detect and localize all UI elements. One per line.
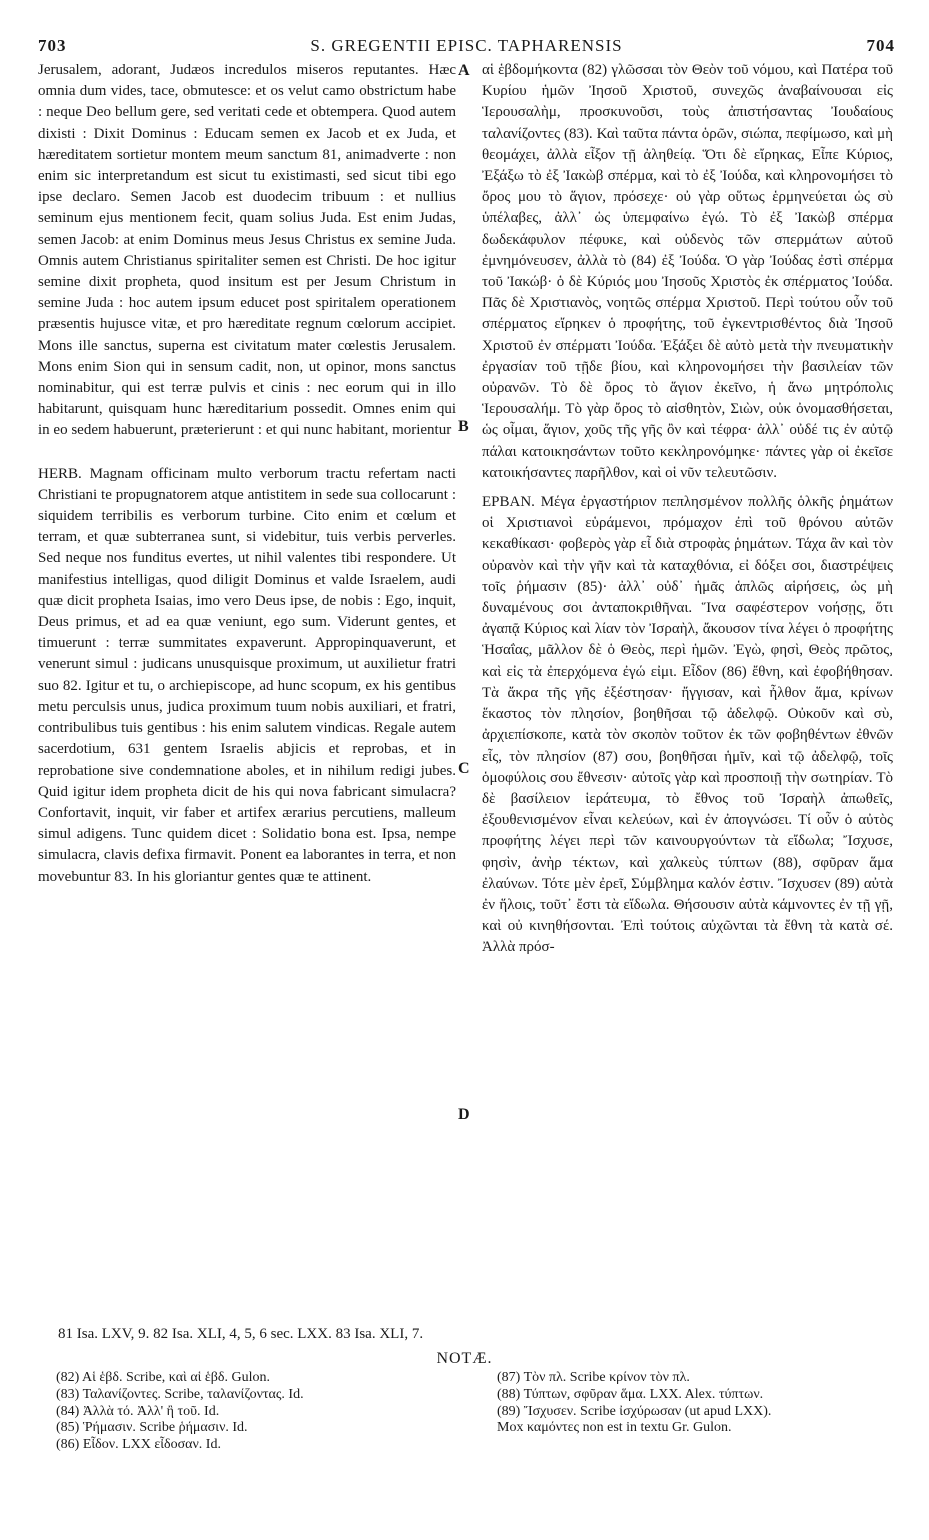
latin-column bbox=[38, 60, 456, 888]
margin-mark-d: D bbox=[458, 1106, 470, 1123]
greek-column bbox=[482, 60, 893, 959]
latin-paragraph-2: HERB. Magnam officinam multo verborum tractu refertam nacti Christiani te propugnatorem atque antistitem in sede sua collocarunt : siquidem terribilis es verborum turbine. Cito enim et cœlum et terram, et quæ subterranea sunt, si videbitur, tuis verbis perverles. Sed neque nos funditus evertes, ut nihil valentes tibi respondere. Ut manifestius intelligas, quod diligit Dominus et valde Israelem, audi quæ dicit propheta Isaias, imo vero Deus ipse, de nobis : Ego, inquit, Deus primus, et ad ea quæ veniunt, ego sum. Viderunt gentes, et timuerunt : terræ summitates expaverunt. Appropinquaverunt, et venerunt simul : judicans unusquisque proximum, ut auxilietur fratri suo 82. Igitur et tu, o archiepiscope, ad hunc scopum, ex his gentibus metu perculsis unus, judica proximum tuum nobis auxiliari, et fratri, contribulibus tuis gentibus : his enim salutem vindicas. Regale autem sacerdotium, 631 gentem Israelis abjicis et reprobas, et in reprobatione sive condemnatione aboles, et in nihilum redigi jubes. Quid igitur idem propheta dicit de his qui nova fabricant simulacra? Confortavit, inquit, vir faber et artifex ærarius percutiens, malleum simul adigens. Tunc quidem dicet : Solidatio bona est. Ipsa, nempe simulacra, clavis defixa firmavit. Ponent ea laborantes in terra, et non movebuntur 83. In his gloriantur gentes quæ te attinent. bbox=[38, 465, 456, 885]
note-84: (84) Ἀλλὰ τό. Ἀλλ' ἢ τοῦ. Id. bbox=[56, 1403, 220, 1419]
scripture-references: 81 Isa. LXV, 9. 82 Isa. XLI, 4, 5, 6 sec. LXX. 83 Isa. XLI, 7. bbox=[58, 1326, 424, 1342]
notes-right-column bbox=[497, 1370, 897, 1437]
note-89: (89) Ἴσχυσεν. Scribe ἰσχύρωσαν (ut apud LXX). bbox=[497, 1403, 772, 1419]
margin-mark-c: C bbox=[458, 760, 470, 777]
note-82: (82) Αἱ ἑβδ. Scribe, καὶ αἱ ἑβδ. Gulon. bbox=[56, 1370, 271, 1385]
note-86: (86) Εἶδον. LXX εἶδοσαν. Id. bbox=[56, 1437, 221, 1453]
latin-paragraph-1: Jerusalem, adorant, Judæos incredulos miseros reputantes. Hæc omnia dum vides, tace, obmutesce: et os velut camo obstrictum habe : neque Deo bellum gere, sed veritati cede et obtempera. Quod autem dixisti : Dixit Dominus : Educam semen ex Jacob et ex Juda, et hæreditatem sortietur montem meum sanctum 81, animadverte : non enim sic interpretandum est sicut tu existimasti, sed sicut tibi ego ipse declaro. Semen Jacob est duodecim tribuum : et nullius seminum ejus mentionem fecit, quam solius Juda. Est enim Judas, semen Jacob: at enim Dominus meus Jesus Christus ex semine Juda. Omnis autem Christianus spiritaliter semen est Christi. De hoc igitur semine dixit propheta, quod insitum est per Jesum Christum in semine Juda : hoc autem ipsum educet post spiritalem operationem præsentis hujusce vitæ, et pro hæreditate regnum cœlorum accipiet. Mons ille sanctus, superna est civitatum mater cœlestis Jerusalem. Mons enim Sion qui in sensum cadit, non, ut opinor, mons sanctus nominabitur, qui est terræ pulvis et cinis : nec eorum qui in illo habitarunt, quisquam hunc hæreditarium possedit. Omnes enim qui in eo sedem habuerunt, præterierunt : et qui nunc habitant, morientur bbox=[38, 62, 456, 439]
note-continuation: Mox καμόντες non est in textu Gr. Gulon. bbox=[497, 1420, 732, 1436]
note-88: (88) Τύπτων, σφῦραν ἅμα. LXX. Alex. τύπτων. bbox=[497, 1386, 764, 1402]
notes-left-column bbox=[56, 1370, 486, 1454]
note-87: (87) Τὸν πλ. Scribe κρίνον τὸν πλ. bbox=[497, 1370, 690, 1385]
running-title: S. GREGENTII EPISC. TAPHARENSIS bbox=[310, 36, 623, 55]
greek-paragraph-2: ΕΡΒΑΝ. Μέγα ἐργαστήριον πεπλησμένον πολλῆς ὁλκῆς ῥημάτων οἱ Χριστιανοὶ εὑράμενοι, πρόμαχον ἐπὶ τοῦ θρόνου αὐτῶν κεκαθίκασι· φοβερὸς γὰρ εἶ διὰ στροφὰς ῥημάτων. Τάχα ἂν καὶ τὸν οὐρανὸν καὶ τὴν γῆν καὶ τὰ καταχθόνια, εἰ δόξει σοι, διαστρέψεις τοῖς ῥήμασιν (85)· ἀλλ᾽ οὐδ᾽ ἡμᾶς ἁπλῶς αἱρήσεις, ὡς μὴ δυναμένους σοι ἀνταποκριθῆναι. Ἵνα σαφέστερον νοήσῃς, ὅτι ἀγαπᾷ Κύριος καὶ λίαν τὸν Ἰσραὴλ, ἄκουσον τίνα λέγει ὁ προφήτης Ἡσαΐας, μᾶλλον δὲ ὁ Θεὸς, περὶ ἡμῶν. Ἐγὼ, φησὶ, Θεὸς πρῶτος, καὶ εἰς τὰ ἐπερχόμενα ἐγώ εἰμι. Εἶδον (86) ἔθνη, καὶ ἐφοβήθησαν. Τὰ ἄκρα τῆς γῆς ἐξέστησαν· ἤγγισαν, καὶ ἦλθον ἅμα, κρίνων ἕκαστος τὸν πλησίον, βοηθῆσαι τῷ ἀδελφῷ. Οὐκοῦν καὶ σὺ, ἀρχιεπίσκοπε, κατὰ τὸν σκοπὸν τοῦτον ἐκ τῶν φοβηθέντων ἐθνῶν εἷς, τὸν πλησίον (87) σου, βοηθῆσαι ἡμῖν, καὶ τῷ ἀδελφῷ, τοῖς ὁμοφύλοις σου ἔθνεσιν· αὐτοῖς γὰρ καὶ προσποιῇ τὴν σωτηρίαν. Τὸ δὲ βασίλειον ἱεράτευμα, τὸ ἔθνος τοῦ Ἰσραὴλ ἀπωθεῖς, ἐξουθενισμένον εἶναι κελεύων, καὶ ἐν ἀπογνώσει. Τί οὖν ὁ αὐτὸς προφήτης λέγει περὶ τῶν καινουργούντων τὰ εἴδωλα; Ἴσχυσε, φησὶν, ἀνὴρ τέκτων, καὶ χαλκεὺς τύπτων (88), σφῦραν ἅμα ἐλαύνων. Τότε μὲν ἐρεῖ, Σύμβλημα καλόν ἐστιν. Ἴσχυσεν (89) αὐτὰ ἐν ἥλοις, τοῦτ᾽ ἔστι τὰ εἴδωλα. Θήσουσιν αὐτὰ κάμνοντες ἐν τῇ γῇ, καὶ οὐ κινηθήσονται. Ἐπὶ τούτοις αὐχῶνται τὰ ἔθνη τὰ κατὰ σέ. Ἀλλὰ πρόσ- bbox=[482, 494, 893, 956]
left-page-number: 703 bbox=[38, 36, 67, 55]
margin-mark-a: A bbox=[458, 62, 470, 79]
page-header bbox=[38, 36, 895, 58]
margin-mark-b: B bbox=[458, 418, 469, 435]
note-83: (83) Ταλανίζοντες. Scribe, ταλανίζοντας. Id. bbox=[56, 1386, 304, 1402]
note-85: (85) Ῥήμασιν. Scribe ῥήμασιν. Id. bbox=[56, 1420, 248, 1436]
greek-paragraph-1: αἱ ἑβδομήκοντα (82) γλῶσσαι τὸν Θεὸν τοῦ νόμου, καὶ Πατέρα τοῦ Κυρίου ἡμῶν Ἰησοῦ Χριστοῦ, συνεχῶς ἀναβαίνουσαι εἰς Ἱερουσαλὴμ, προσκυνοῦσι, τοὺς ἀπιστήσαντας Ἰουδαίους ταλανίζοντες (83). Καὶ ταῦτα πάντα ὁρῶν, σιώπα, πεφίμωσο, καὶ μὴ θεομάχει, ἀλλὰ εἶξον τῇ ἀληθείᾳ. Ὅτι δὲ εἴρηκας, Εἶπε Κύριος, Ἐξάξω τὸ ἐξ Ἰακὼβ σπέρμα, καὶ τὸ ἐξ Ἰούδα, καὶ κληρονομήσει τὸ ὄρος μου τὸ ἅγιον, πρόσεχε· οὐ γὰρ οὕτως ἑρμηνεύεται ὡς σὺ ὑπέλαβες, ἀλλ᾽ ὡς ὑπεμφαίνω ἐγώ. Τὸ ἐξ Ἰακὼβ σπέρμα δωδεκάφυλον πέφυκε, καὶ οὐδενὸς τῶν σπερμάτων αὐτοῦ ἐμνημόνευσεν, ἀλλὰ τὸ (84) ἐξ Ἰούδα. Ὁ γὰρ Ἰούδας ἐστὶ σπέρμα τοῦ Ἰακώβ· ὁ δὲ Κύριός μου Ἰησοῦς Χριστὸς ἐκ σπέρματος Ἰούδα. Πᾶς δὲ Χριστιανὸς, νοητῶς σπέρμα Χριστοῦ. Περὶ τούτου οὖν τοῦ σπέρματος εἴρηκεν ὁ προφήτης, τοῦ ἐγκεντρισθέντος διὰ Ἰησοῦ Χριστοῦ ἐν σπέρματι Ἰούδα. Ἐξάξει δὲ αὐτὸ μετὰ τὴν πνευματικὴν ἐργασίαν τοῦ τῇδε βίου, καὶ κληρονομήσει τὴν βασιλείαν τῶν οὐρανῶν. Τὸ δὲ ὄρος τὸ ἅγιον ἐκεῖνο, ἡ ἄνω μητρόπολις Ἱερουσαλήμ. Τὸ γὰρ ὄρος τὸ αἰσθητὸν, Σιὼν, οὐκ ὀνομασθήσεται, ὡς οἶμαι, ἅγιον, χοῦς τῆς γῆς ὂν καὶ τέφρα· ἀλλ᾽ οὐδέ τις ἐν αὐτῷ πάλαι κατοικησάντων τοῦτο κεκληρονόμηκε· πάντες γὰρ οἱ ἐκεῖσε κατοικήσαντες παρῆλθον, καὶ οἱ νῦν τελευτῶσιν. bbox=[482, 62, 893, 481]
notes-heading: NOTÆ. bbox=[436, 1350, 493, 1367]
right-page-number: 704 bbox=[866, 36, 895, 55]
